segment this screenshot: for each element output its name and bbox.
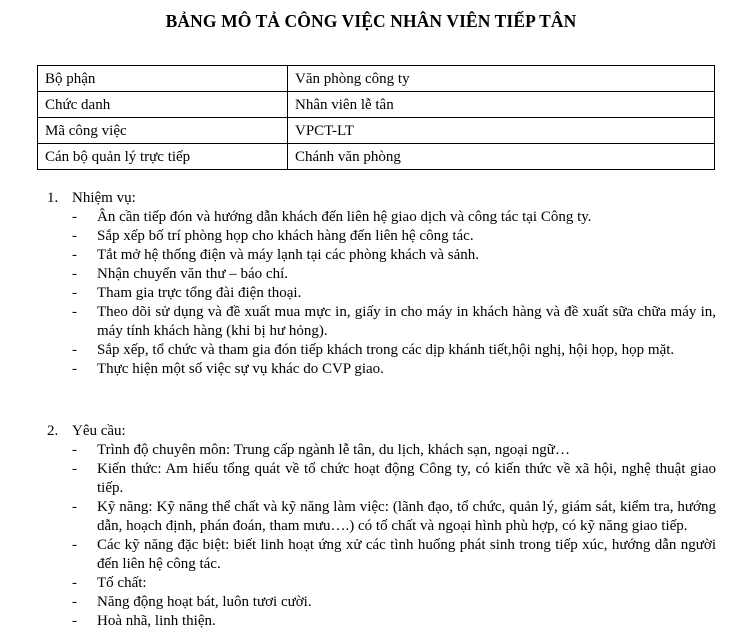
bullet-dash: - <box>72 209 77 225</box>
table-cell-value: VPCT-LT <box>288 118 715 144</box>
table-row <box>38 66 715 92</box>
document-title: BẢNG MÔ TẢ CÔNG VIỆC NHÂN VIÊN TIẾP TÂN <box>165 11 577 31</box>
requirements-list <box>72 441 716 631</box>
list-item <box>72 360 716 379</box>
list-item <box>72 284 716 303</box>
duties-list <box>72 208 716 379</box>
bullet-dash: - <box>72 285 77 301</box>
table-cell-value: Nhân viên lễ tân <box>288 92 715 118</box>
list-item <box>72 208 716 227</box>
section-heading-duties <box>47 189 136 208</box>
job-info-table <box>37 65 715 170</box>
bullet-dash: - <box>72 342 77 358</box>
list-item-text: Sắp xếp bố trí phòng họp cho khách hàng đến liên hệ công tác. <box>97 228 474 244</box>
bullet-dash: - <box>72 461 77 477</box>
bullet-dash: - <box>72 575 77 591</box>
list-item <box>72 498 716 536</box>
bullet-dash: - <box>72 613 77 629</box>
section-number: 1. <box>47 190 59 206</box>
list-item-text: Thực hiện một số việc sự vụ khác do CVP giao. <box>97 361 384 377</box>
section-heading-requirements <box>47 422 126 441</box>
section-number: 2. <box>47 423 59 439</box>
list-item-text: Ân cần tiếp đón và hướng dẫn khách đến liên hệ giao dịch và công tác tại Công ty. <box>97 209 592 225</box>
section-title: Yêu cầu: <box>72 423 126 439</box>
list-item <box>72 265 716 284</box>
list-item <box>72 246 716 265</box>
list-item-text: Tham gia trực tổng đài điện thoại. <box>97 285 302 301</box>
list-item <box>72 341 716 360</box>
table-cell-label: Chức danh <box>38 92 288 118</box>
list-item <box>72 227 716 246</box>
list-item-text: Tố chất: <box>97 575 147 591</box>
list-item-text: Tắt mở hệ thống điện và máy lạnh tại các phòng khách và sảnh. <box>97 247 479 263</box>
list-item-text: Sắp xếp, tổ chức và tham gia đón tiếp khách trong các dịp khánh tiết,hội nghị, hội họp, họp mặt. <box>97 342 675 358</box>
list-item <box>72 593 716 612</box>
list-item <box>72 460 716 498</box>
table-cell-value: Chánh văn phòng <box>288 144 715 170</box>
bullet-dash: - <box>72 247 77 263</box>
list-item <box>72 612 716 631</box>
list-item-text: Năng động hoạt bát, luôn tươi cười. <box>97 594 312 610</box>
list-item-text: Trình độ chuyên môn: Trung cấp ngành lễ tân, du lịch, khách sạn, ngoại ngữ… <box>97 442 570 458</box>
bullet-dash: - <box>72 266 77 282</box>
list-item-text: Kỹ năng: Kỹ năng thể chất và kỹ năng làm việc: (lãnh đạo, tổ chức, quản lý, giám sát, kiểm tra, hướng dẫn, hoạch định, phán đoán, tham mưu….) có tố chất và ngoại hình phù hợp, có kỹ năng giao tiếp. <box>97 499 716 534</box>
table-cell-label: Bộ phận <box>38 66 288 92</box>
list-item-text: Theo dõi sử dụng và đề xuất mua mực in, giấy in cho máy in khách hàng và đề xuất sữa chữa máy in, máy tính khách hàng (khi bị hư hỏng). <box>97 304 716 339</box>
bullet-dash: - <box>72 228 77 244</box>
bullet-dash: - <box>72 442 77 458</box>
table-row <box>38 92 715 118</box>
list-item <box>72 536 716 574</box>
bullet-dash: - <box>72 361 77 377</box>
table-cell-label: Mã công việc <box>38 118 288 144</box>
table-cell-label: Cán bộ quản lý trực tiếp <box>38 144 288 170</box>
bullet-dash: - <box>72 499 77 515</box>
list-item-text: Kiến thức: Am hiểu tổng quát về tổ chức hoạt động Công ty, có kiến thức về xã hội, nghệ thuật giao tiếp. <box>97 461 716 496</box>
bullet-dash: - <box>72 304 77 320</box>
bullet-dash: - <box>72 537 77 553</box>
table-cell-value: Văn phòng công ty <box>288 66 715 92</box>
list-item <box>72 441 716 460</box>
bullet-dash: - <box>72 594 77 610</box>
list-item-text: Nhận chuyển văn thư – báo chí. <box>97 266 288 282</box>
list-item <box>72 303 716 341</box>
section-title: Nhiệm vụ: <box>72 190 136 206</box>
list-item <box>72 574 716 593</box>
table-row <box>38 144 715 170</box>
table-row <box>38 118 715 144</box>
list-item-text: Các kỹ năng đặc biệt: biết linh hoạt ứng xử các tình huống phát sinh trong tiếp xúc, hướng dẫn người đến liên hệ công tác. <box>97 537 716 572</box>
list-item-text: Hoà nhã, linh thiện. <box>97 613 216 629</box>
